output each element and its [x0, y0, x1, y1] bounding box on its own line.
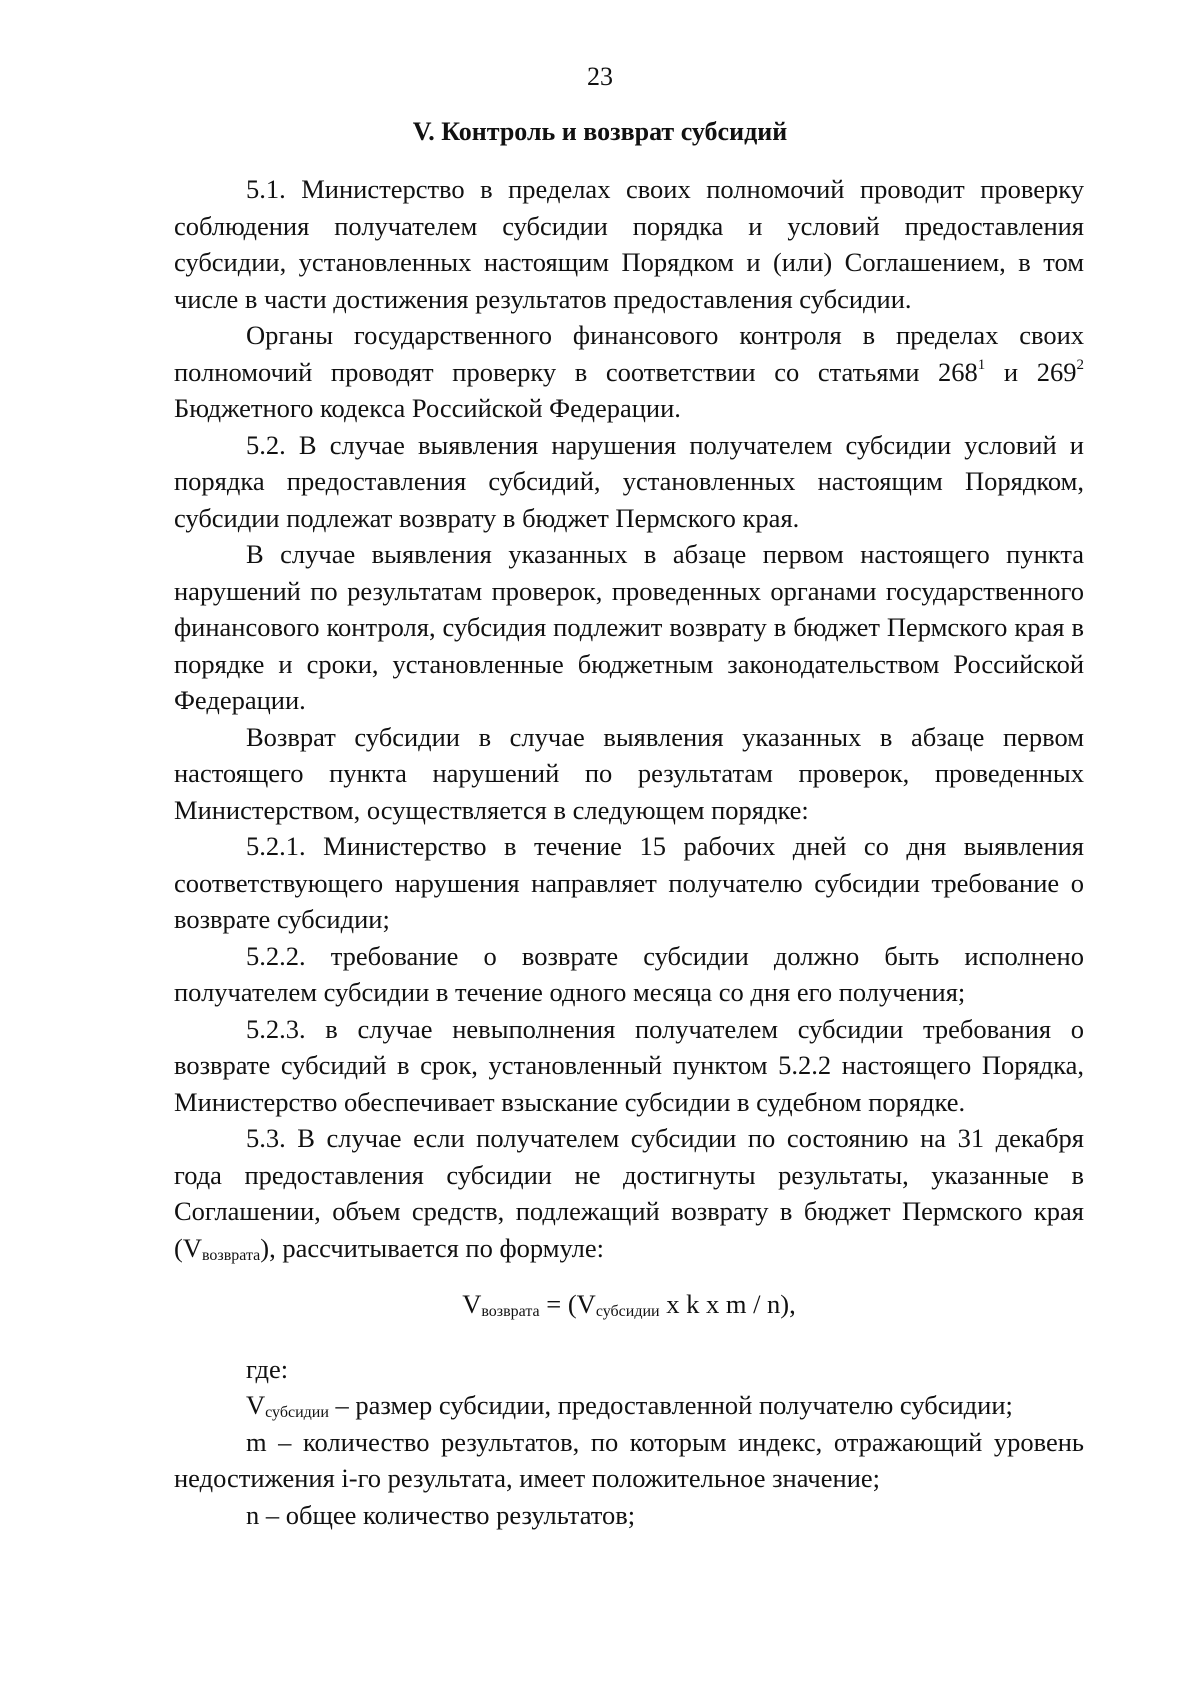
paragraph-text: 5.3. В случае если получателем субсидии по состоянию на 31 декабря года предоставления субсидии не достигнуты результаты, указанные в Соглашении, объем средств, подлежащий возврату в бюджет Пермского края (V: [174, 1123, 1084, 1263]
paragraph-5-2: 5.2. В случае выявления нарушения получателем субсидии условий и порядка предоставления субсидий, установленных настоящим Порядком, субсидии подлежат возврату в бюджет Пермского края.: [174, 429, 1084, 533]
paragraph-text: и 269: [985, 356, 1077, 387]
paragraph-text: ), рассчитывается по формуле:: [260, 1232, 604, 1263]
paragraph-violations: В случае выявления указанных в абзаце первом настоящего пункта нарушений по результатам проверок, проведенных органами государственного финансового контроля, субсидия подлежит возврату в бюджет Пермского края в порядке и сроки, установленные бюджетным законодательством Российской Федерации.: [174, 539, 1084, 715]
formula-v: V: [246, 1390, 266, 1420]
definition-text: – размер субсидии, предоставленной получателю субсидии;: [328, 1390, 1013, 1420]
return-formula: [174, 1286, 1084, 1323]
definition-n: n – общее количество результатов;: [246, 1499, 636, 1530]
superscript: 2: [1076, 356, 1084, 373]
formula-text: = (V: [539, 1289, 596, 1319]
paragraph-financial-control: [174, 317, 1084, 427]
page-number: 23: [587, 62, 613, 91]
section-title: V. Контроль и возврат субсидий: [412, 117, 788, 146]
paragraph-5-1: 5.1. Министерство в пределах своих полномочий проводит проверку соблюдения получателем субсидии порядка и условий предоставления субсидии, установленных настоящим Порядком и (или) Соглашением, в том числе в части достижения результатов предоставления субсидии.: [174, 174, 1084, 314]
document-body: [174, 171, 1084, 1533]
superscript: 1: [977, 356, 986, 373]
subscript: субсидии: [595, 1303, 660, 1320]
paragraph-5-3: [174, 1120, 1084, 1266]
paragraph-5-2-2: 5.2.2. требование о возврате субсидии должно быть исполнено получателем субсидии в течение одного месяца со дня его получения;: [174, 940, 1084, 1007]
definition-m: m – количество результатов, по которым индекс, отражающий уровень недостижения i-го результата, имеет положительное значение;: [174, 1426, 1084, 1493]
subscript: субсидии: [265, 1404, 329, 1421]
formula-text: x k x m / n),: [659, 1289, 796, 1319]
definition-v-subsidy: [174, 1387, 1084, 1424]
paragraph-5-2-1: 5.2.1. Министерство в течение 15 рабочих дней со дня выявления соответствующего нарушения направляет получателю субсидии требование о возврате субсидии;: [174, 831, 1084, 934]
paragraph-text: Органы государственного финансового контроля в пределах своих полномочий проводят проверку в соответствии со статьями 268: [174, 320, 1084, 387]
where-label: где:: [246, 1353, 289, 1384]
paragraph-return-order: Возврат субсидии в случае выявления указанных в абзаце первом настоящего пункта нарушений по результатам проверок, проведенных Министерством, осуществляется в следующем порядке:: [174, 721, 1084, 825]
paragraph-text: Бюджетного кодекса Российской Федерации.: [174, 393, 681, 423]
formula-v: V: [462, 1289, 482, 1319]
subscript: возврата: [201, 1246, 261, 1264]
subscript: возврата: [481, 1303, 540, 1320]
paragraph-5-2-3: 5.2.3. в случае невыполнения получателем субсидии требования о возврате субсидий в срок, установленный пунктом 5.2.2 настоящего Порядка, Министерство обеспечивает взыскание субсидии в судебном порядке.: [174, 1013, 1084, 1117]
